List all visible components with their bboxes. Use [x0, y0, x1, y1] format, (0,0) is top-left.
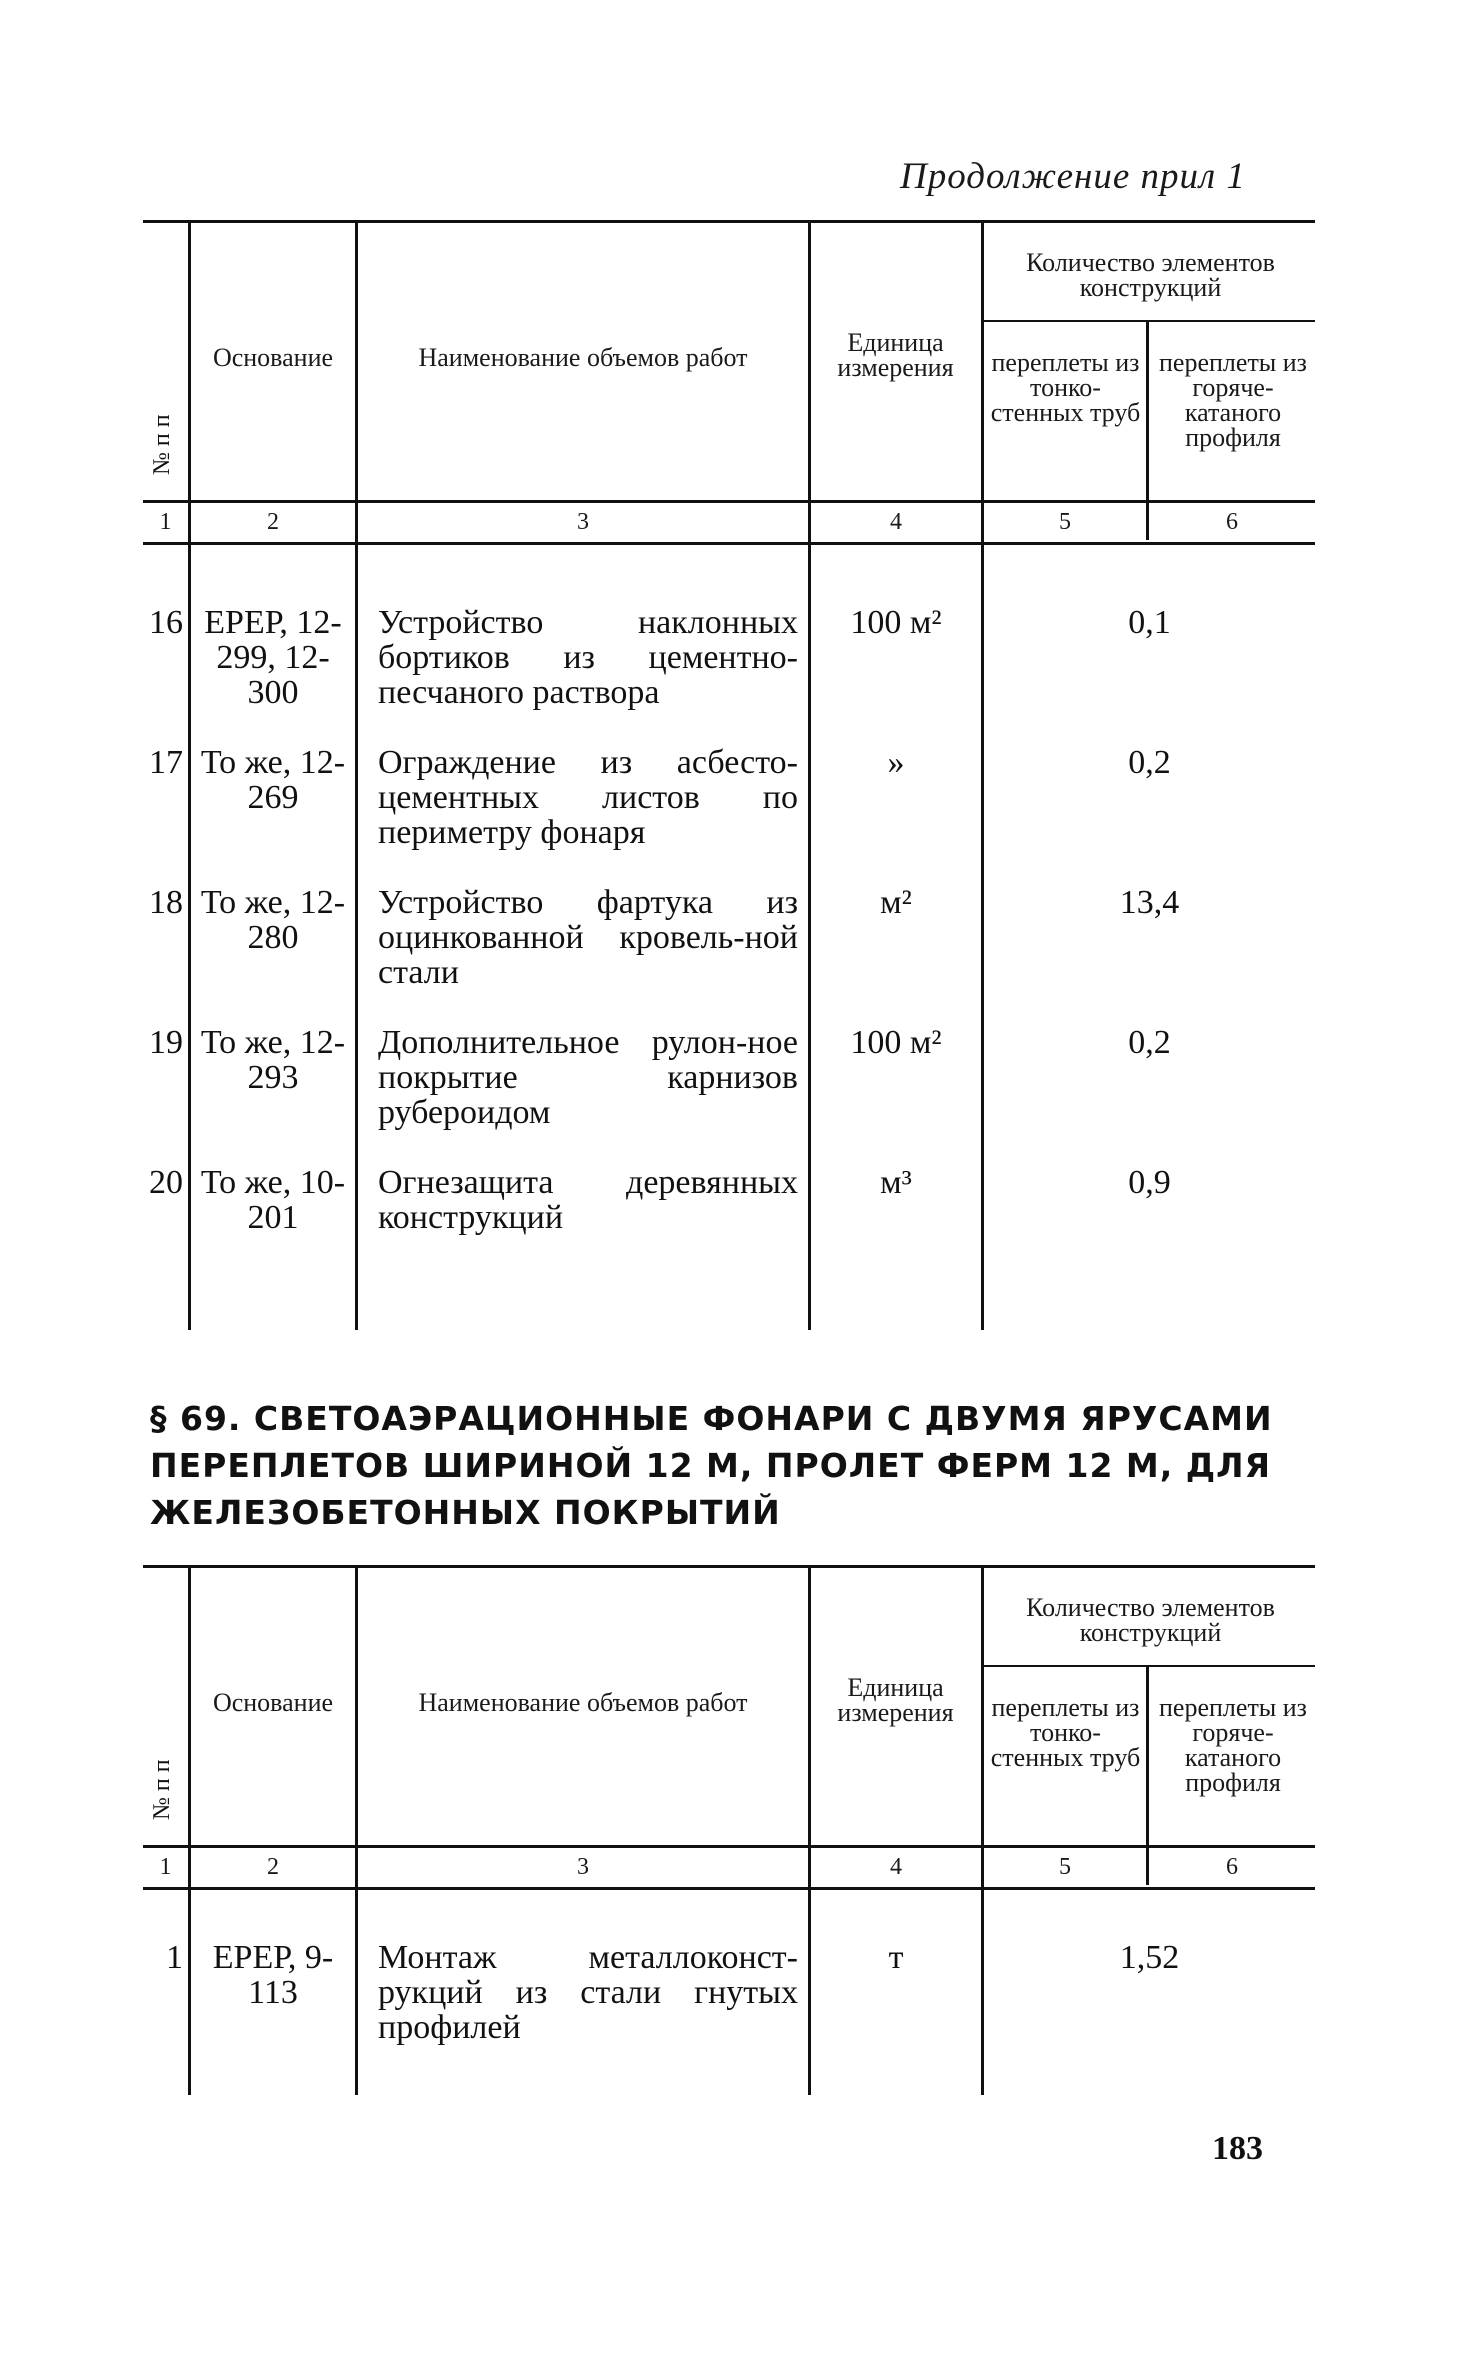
row-value: 0,2 [1128, 744, 1171, 781]
header-name: Наименование объемов работ [418, 343, 748, 372]
header-rule [143, 1845, 1315, 1848]
header-basis: Основание [212, 343, 334, 372]
col-number: 6 [1226, 509, 1238, 535]
header-basis: Основание [212, 1688, 334, 1717]
col-number: 5 [1059, 509, 1071, 535]
col-number: 3 [577, 509, 589, 535]
page-caption: Продолжение прил 1 [900, 156, 1246, 197]
row-value: 13,4 [1119, 884, 1180, 921]
row-num: 16 [149, 604, 183, 641]
header-unit: Единица измерения [837, 1673, 954, 1727]
row-num: 19 [149, 1024, 183, 1061]
row-num: 17 [149, 744, 183, 781]
col-number-rule [143, 1887, 1315, 1890]
row-num: 1 [166, 1939, 183, 1976]
col-number: 3 [577, 1854, 589, 1880]
col-number-rule [143, 542, 1315, 545]
header-num: № п п [149, 414, 175, 475]
row-basis: ЕРЕР, 9-113 [212, 1939, 334, 2011]
col-divider [1146, 1665, 1149, 1885]
row-unit: 100 м² [850, 604, 942, 641]
row-unit: т [888, 1939, 904, 1976]
header-qty-hot-rolled: переплеты из горяче-катаного профиля [1159, 1693, 1307, 1797]
header-qty-thin-wall: переплеты из тонко-стенных труб [990, 348, 1141, 427]
row-basis: То же, 12-293 [200, 1024, 346, 1096]
header-unit: Единица измерения [837, 328, 954, 382]
row-name: Устройство наклонных бортиков из цементно-песчаного раствора [378, 604, 798, 711]
row-value: 0,2 [1128, 1024, 1171, 1061]
row-unit: м² [880, 884, 912, 921]
row-name: Ограждение из асбесто-цементных листов по периметру фонаря [378, 744, 798, 851]
col-number: 2 [267, 1854, 279, 1880]
col-number: 6 [1226, 1854, 1238, 1880]
row-name: Огнезащита деревянных конструкций [378, 1164, 798, 1236]
row-unit: » [887, 744, 905, 781]
col-number: 4 [890, 509, 902, 535]
row-name: Устройство фартука из оцинкованной кровель-ной стали [378, 884, 798, 991]
header-qty-group: Количество элементов конструкций [1026, 1593, 1275, 1647]
col-number: 1 [159, 1854, 172, 1880]
col-divider [355, 1565, 358, 2095]
col-number: 1 [159, 509, 172, 535]
row-unit: м³ [880, 1164, 912, 1201]
table-top-rule [143, 220, 1315, 223]
header-qty-hot-rolled: переплеты из горяче-катаного профиля [1159, 348, 1307, 452]
row-basis: ЕРЕР, 12-299, 12-300 [204, 604, 342, 711]
row-name: Дополнительное рулон-ное покрытие карнизов рубероидом [378, 1024, 798, 1131]
table-top-rule [143, 1565, 1315, 1568]
row-basis: То же, 12-269 [200, 744, 346, 816]
header-rule [143, 500, 1315, 503]
row-name: Монтаж металлоконст-рукций из стали гнутых профилей [378, 1939, 798, 2046]
col-number: 5 [1059, 1854, 1071, 1880]
col-number: 4 [890, 1854, 902, 1880]
page-number: 183 [1212, 2130, 1263, 2167]
col-divider [188, 220, 191, 1330]
row-unit: 100 м² [850, 1024, 942, 1061]
works-table-2 [143, 1565, 1315, 2105]
row-value: 0,9 [1128, 1164, 1171, 1201]
col-divider [981, 1565, 984, 2095]
row-value: 0,1 [1128, 604, 1171, 641]
col-number: 2 [267, 509, 279, 535]
row-basis: То же, 10-201 [200, 1164, 346, 1236]
header-name: Наименование объемов работ [418, 1688, 748, 1717]
header-num: № п п [149, 1759, 175, 1820]
section-title: § 69. СВЕТОАЭРАЦИОННЫЕ ФОНАРИ С ДВУМЯ ЯРУСАМИ ПЕРЕПЛЕТОВ ШИРИНОЙ 12 М, ПРОЛЕТ ФЕРМ 12 М, ДЛЯ ЖЕЛЕЗОБЕТОННЫХ ПОКРЫТИЙ [150, 1399, 1273, 1532]
header-qty-group: Количество элементов конструкций [1026, 248, 1275, 302]
col-divider [808, 1565, 811, 2095]
row-num: 18 [149, 884, 183, 921]
works-table-1 [143, 220, 1315, 1350]
row-num: 20 [149, 1164, 183, 1201]
row-value: 1,52 [1119, 1939, 1180, 1976]
col-divider [188, 1565, 191, 2095]
header-qty-thin-wall: переплеты из тонко-стенных труб [990, 1693, 1141, 1772]
row-basis: То же, 12-280 [200, 884, 346, 956]
col-divider [1146, 320, 1149, 540]
col-divider [355, 220, 358, 1330]
